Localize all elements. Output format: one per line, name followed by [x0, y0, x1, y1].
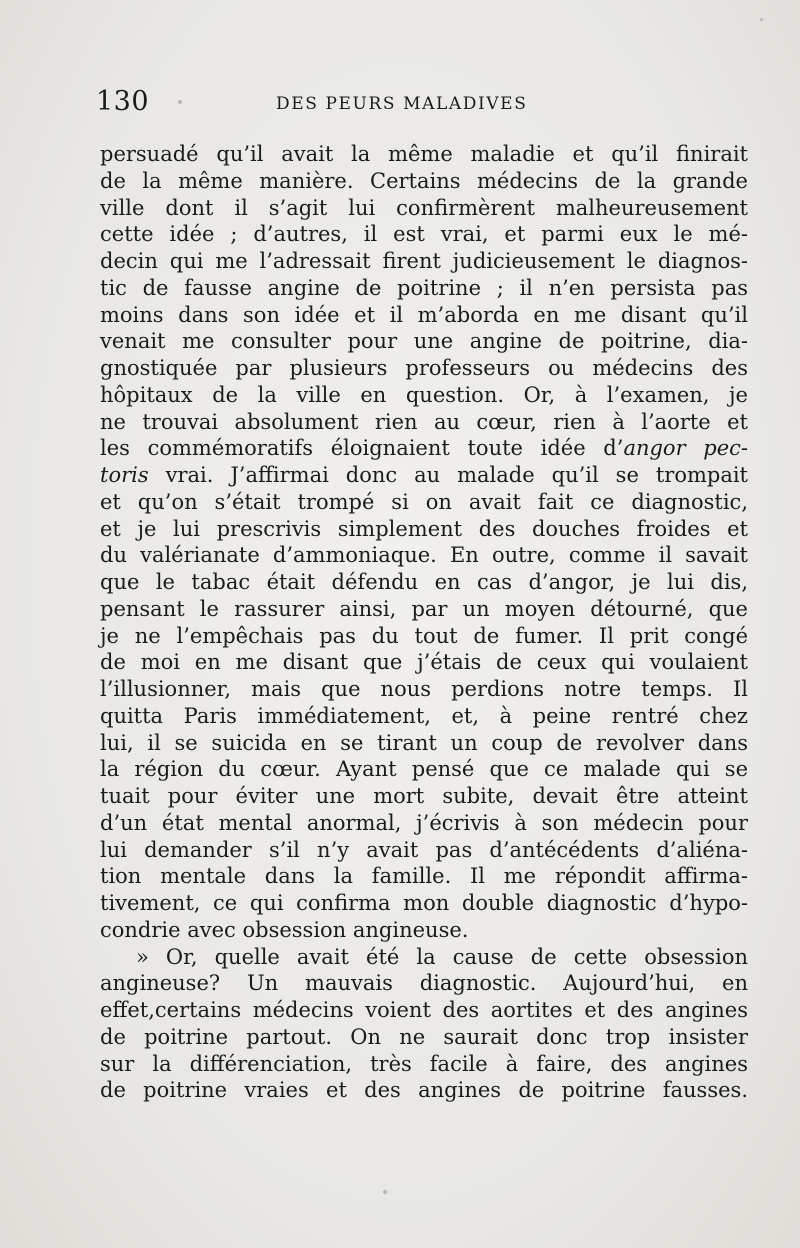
text-line: [100, 1077, 748, 1104]
text-line: [100, 703, 748, 730]
text-segment: ville dont il s’agit lui confirmèrent malheureusement: [100, 195, 748, 220]
text-line: [100, 516, 748, 543]
text-line: [100, 302, 748, 329]
text-line: [100, 890, 748, 917]
text-line: [100, 1024, 748, 1051]
italic-text-segment: angor pec-: [623, 436, 748, 461]
text-segment: et qu’on s’était trompé si on avait fait ce diagnostic,: [100, 489, 748, 514]
text-segment: ne trouvai absolument rien au cœur, rien à l’aorte et: [100, 409, 748, 434]
text-line: [100, 944, 748, 971]
text-line: [100, 435, 748, 462]
text-line: [100, 489, 748, 516]
paper-speck: [383, 1190, 387, 1194]
text-line: [100, 195, 748, 222]
text-line: [100, 542, 748, 569]
text-line: [100, 355, 748, 382]
text-line: [100, 569, 748, 596]
page-number: 130: [96, 86, 150, 117]
text-line: [100, 783, 748, 810]
text-segment: de poitrine partout. On ne saurait donc trop insister: [100, 1024, 748, 1049]
text-segment: du valérianate d’ammoniaque. En outre, comme il savait: [100, 543, 748, 568]
text-segment: lui demander s’il n’y avait pas d’antécédents d’aliéna-: [100, 837, 748, 862]
text-segment: vrai. J’affirmai donc au malade qu’il se trompait: [148, 463, 748, 487]
text-segment: cette idée ; d’autres, il est vrai, et parmi eux le mé-: [100, 222, 748, 247]
text-segment: moins dans son idée et il m’aborda en me disant qu’il: [100, 302, 748, 327]
text-line: [100, 248, 748, 275]
text-segment: hôpitaux de la ville en question. Or, à l’examen, je: [100, 382, 748, 407]
text-segment: d’un état mental anormal, j’écrivis à son médecin pour: [100, 810, 748, 835]
text-segment: » Or, quelle avait été la cause de cette obsession: [136, 944, 748, 969]
text-segment: lui, il se suicida en se tirant un coup de revolver dans: [100, 730, 748, 755]
text-line: [100, 997, 748, 1024]
text-line: [100, 1051, 748, 1078]
text-segment: angineuse? Un mauvais diagnostic. Aujourd’hui, en: [100, 971, 748, 996]
text-segment: la région du cœur. Ayant pensé que ce malade qui se: [100, 757, 748, 782]
text-line: [100, 275, 748, 302]
text-line: [100, 730, 748, 757]
text-segment: gnostiquée par plusieurs professeurs ou médecins des: [100, 356, 748, 380]
text-segment: venait me consulter pour une angine de poitrine, dia-: [100, 329, 748, 354]
text-segment: les commémoratifs éloignaient toute idée d’: [100, 436, 624, 461]
text-line: [100, 221, 748, 248]
text-segment: et je lui prescrivis simplement des douches froides et: [100, 516, 748, 541]
text-line: [100, 970, 748, 997]
text-segment: tivement, ce qui confirma mon double diagnostic d’hypo-: [100, 891, 748, 915]
text-line: [100, 756, 748, 783]
text-line: [100, 462, 748, 489]
text-line: [100, 623, 748, 650]
text-segment: tuait pour éviter une mort subite, devait être atteint: [100, 784, 748, 808]
text-segment: de la même manière. Certains médecins de la grande: [100, 168, 748, 193]
text-line: [100, 863, 748, 890]
text-segment: de poitrine vraies et des angines de poitrine fausses.: [100, 1078, 748, 1103]
text-segment: je ne l’empêchais pas du tout de fumer. Il prit congé: [100, 623, 748, 648]
text-line: [100, 837, 748, 864]
text-segment: que le tabac était défendu en cas d’angor, je lui dis,: [100, 570, 748, 594]
text-line: [100, 382, 748, 409]
text-line: [100, 810, 748, 837]
body-text: [100, 141, 748, 1104]
text-segment: pensant le rassurer ainsi, par un moyen détourné, que: [100, 596, 748, 621]
italic-text-segment: toris: [100, 463, 149, 487]
paper-speck: [760, 18, 763, 21]
running-title: DES PEURS MALADIVES: [276, 94, 528, 114]
text-line: [100, 409, 748, 436]
text-segment: tion mentale dans la famille. Il me répondit affirma-: [100, 864, 748, 889]
text-line: [100, 649, 748, 676]
text-segment: l’illusionner, mais que nous perdions notre temps. Il: [100, 677, 748, 701]
text-line: [100, 596, 748, 623]
text-line: [100, 328, 748, 355]
text-segment: persuadé qu’il avait la même maladie et qu’il finirait: [100, 142, 748, 166]
page-header: [96, 86, 756, 120]
text-segment: sur la différenciation, très facile à faire, des angines: [100, 1051, 748, 1076]
text-segment: tic de fausse angine de poitrine ; il n’en persista pas: [100, 275, 748, 300]
text-line: [100, 168, 748, 195]
text-segment: decin qui me l’adressait firent judicieusement le diagnos-: [100, 249, 748, 273]
text-segment: effet,certains médecins voient des aortites et des angines: [100, 998, 748, 1022]
text-line: [100, 676, 748, 703]
text-segment: de moi en me disant que j’étais de ceux qui voulaient: [100, 650, 748, 675]
paper-speck: [178, 100, 182, 104]
text-segment: quitta Paris immédiatement, et, à peine rentré chez: [100, 703, 748, 728]
text-line: [100, 917, 748, 944]
text-segment: condrie avec obsession angineuse.: [100, 917, 469, 942]
text-line: [100, 141, 748, 168]
